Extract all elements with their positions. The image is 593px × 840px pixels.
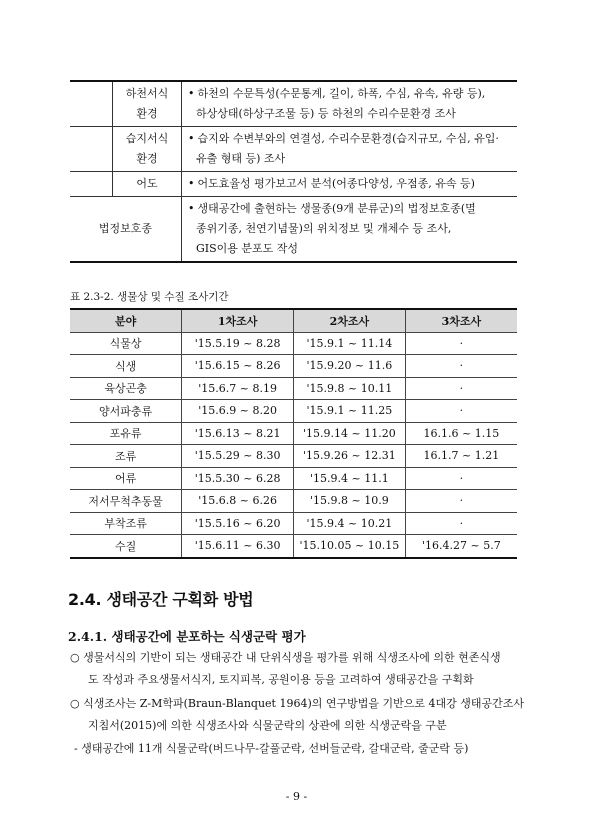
table-cell: · xyxy=(405,355,517,378)
table-row xyxy=(70,445,517,468)
table-cell: 저서무척추동물 xyxy=(70,490,182,513)
header-survey-3: 3차조사 xyxy=(405,309,517,332)
table-cell: 어류 xyxy=(70,467,182,490)
habitat-survey-table xyxy=(70,80,517,263)
table-cell: 육상곤충 xyxy=(70,377,182,400)
table-cell: 조류 xyxy=(70,445,182,468)
table-row xyxy=(70,422,517,445)
table-cell: '15.6.8 ~ 6.26 xyxy=(182,490,294,513)
row-label-river-habitat: 하천서식 환경 xyxy=(113,81,182,127)
table-header-row xyxy=(70,309,517,332)
table-cell: '15.9.4 ~ 10.21 xyxy=(294,512,406,535)
table-cell: · xyxy=(405,512,517,535)
table-cell: '15.9.14 ~ 11.20 xyxy=(294,422,406,445)
table-cell: 16.1.6 ~ 1.15 xyxy=(405,422,517,445)
table-row xyxy=(70,377,517,400)
paragraph-plant-communities: - 생태공간에 11개 식물군락(버드나무-갈풀군락, 선버들군락, 갈대군락, 줄군락 등) xyxy=(74,742,469,755)
table-cell: '15.5.30 ~ 6.28 xyxy=(182,467,294,490)
table-cell: 포유류 xyxy=(70,422,182,445)
paragraph-vegetation-map: ○ 생물서식의 기반이 되는 생태공간 내 단위식생을 평가를 위해 식생조사에 의한 현존식생 도 작성과 주요생물서식지, 토지피복, 공원이용 등을 고려하여 생태공간을 구획화 xyxy=(70,651,501,686)
table-cell: · xyxy=(405,377,517,400)
table-cell: 식생 xyxy=(70,355,182,378)
table-row xyxy=(70,400,517,423)
table-cell: '15.6.9 ~ 8.20 xyxy=(182,400,294,423)
table-cell: 부착조류 xyxy=(70,512,182,535)
row-label-wetland-habitat: 습지서식 환경 xyxy=(113,127,182,172)
table-row xyxy=(70,490,517,513)
table-cell: '16.4.27 ~ 5.7 xyxy=(405,535,517,558)
survey-period-table xyxy=(70,308,517,559)
header-survey-2: 2차조사 xyxy=(294,309,406,332)
table-cell: '15.5.16 ~ 6.20 xyxy=(182,512,294,535)
table-cell: '15.9.1 ~ 11.25 xyxy=(294,400,406,423)
table-cell: 16.1.7 ~ 1.21 xyxy=(405,445,517,468)
table-row xyxy=(70,535,517,558)
table-cell: 양서파충류 xyxy=(70,400,182,423)
table-cell: · xyxy=(405,490,517,513)
paragraph-vegetation-survey: ○ 식생조사는 Z-M학파(Braun-Blanquet 1964)의 연구방법을 기반으로 4대강 생태공간조사 지침서(2015)에 의한 식생조사와 식물군락의 상관에 의한 식생군락을 구분 xyxy=(70,697,525,732)
table-cell: · xyxy=(405,467,517,490)
table-cell: '15.5.19 ~ 8.28 xyxy=(182,332,294,355)
table-cell: '15.9.26 ~ 12.31 xyxy=(294,445,406,468)
row-desc-wetland-habitat: • 습지와 수변부와의 연결성, 수리수문환경(습지규모, 수심, 유입· 유출 형태 등) 조사 xyxy=(182,127,518,172)
header-survey-1: 1차조사 xyxy=(182,309,294,332)
table-cell: '15.10.05 ~ 10.15 xyxy=(294,535,406,558)
table-cell: '15.5.29 ~ 8.30 xyxy=(182,445,294,468)
table-cell: '15.6.15 ~ 8.26 xyxy=(182,355,294,378)
table-row xyxy=(70,512,517,535)
table-cell: '15.9.8 ~ 10.9 xyxy=(294,490,406,513)
table-row xyxy=(70,355,517,378)
table-cell: 수질 xyxy=(70,535,182,558)
row-desc-river-habitat: • 하천의 수문특성(수문통계, 길이, 하폭, 수심, 유속, 유량 등), 하상상태(하상구조물 등) 등 하천의 수리수문환경 조사 xyxy=(182,81,518,127)
table-row xyxy=(70,332,517,355)
table-cell: '15.9.1 ~ 11.14 xyxy=(294,332,406,355)
table-cell: '15.6.7 ~ 8.19 xyxy=(182,377,294,400)
row-desc-protected-species: • 생태공간에 출현하는 생물종(9개 분류군)의 법정보호종(멸 종위기종, 천연기념물)의 위치정보 및 개체수 등 조사, GIS이용 분포도 작성 xyxy=(182,197,518,263)
table-cell: 식물상 xyxy=(70,332,182,355)
table-cell: '15.6.11 ~ 6.30 xyxy=(182,535,294,558)
subsection-heading: 2.4.1. 생태공간에 분포하는 식생군락 평가 xyxy=(68,629,306,644)
table-cell: '15.9.8 ~ 10.11 xyxy=(294,377,406,400)
section-heading: 2.4. 생태공간 구획화 방법 xyxy=(68,590,254,609)
table-cell: · xyxy=(405,400,517,423)
row-desc-fishway: • 어도효율성 평가보고서 분석(어종다양성, 우점종, 유속 등) xyxy=(182,172,518,197)
table-cell: · xyxy=(405,332,517,355)
table-cell: '15.6.13 ~ 8.21 xyxy=(182,422,294,445)
table-row xyxy=(70,467,517,490)
page-number: - 9 - xyxy=(285,790,308,803)
header-field: 분야 xyxy=(70,309,182,332)
table-caption: 표 2.3-2. 생물상 및 수질 조사기간 xyxy=(70,291,229,303)
table-cell: '15.9.20 ~ 11.6 xyxy=(294,355,406,378)
table-cell: '15.9.4 ~ 11.1 xyxy=(294,467,406,490)
row-label-protected-species: 법정보호종 xyxy=(70,197,182,263)
row-label-fishway: 어도 xyxy=(113,172,182,197)
